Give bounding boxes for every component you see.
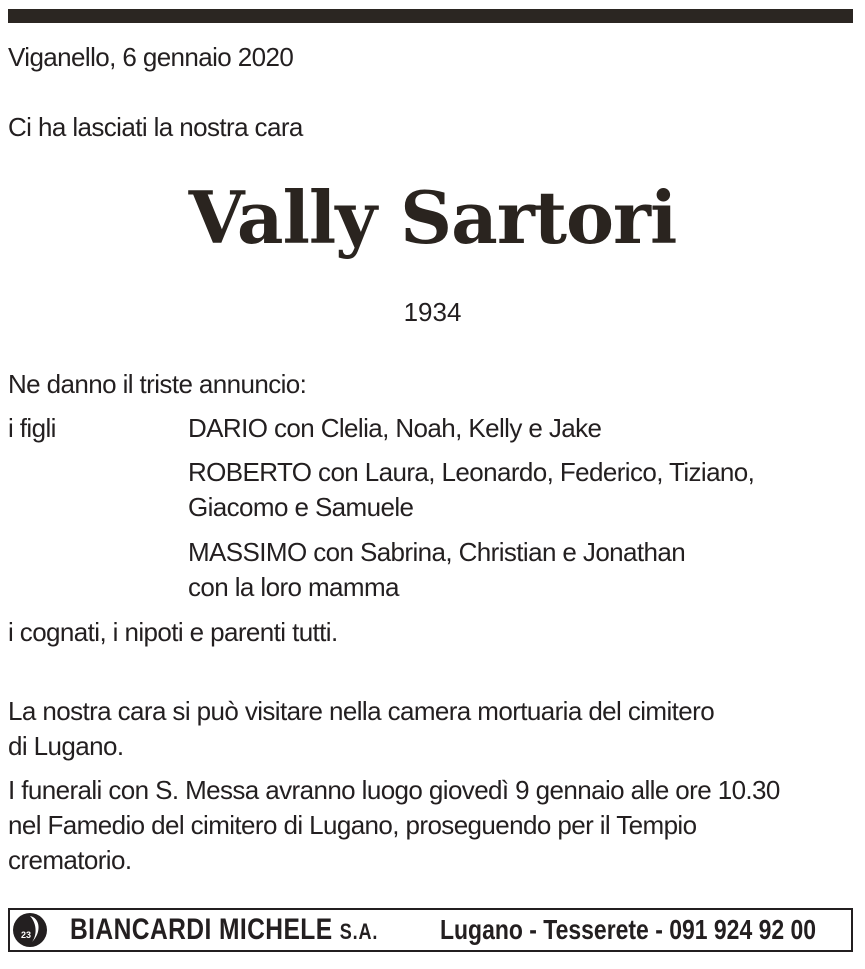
funeral-home-name: [70, 910, 378, 952]
announcement-intro: Ne danno il triste annuncio:: [8, 369, 307, 399]
top-rule: [8, 9, 853, 23]
company-name: BIANCARDI MICHELE: [70, 913, 333, 946]
funeral-home-logo-icon: [12, 912, 48, 948]
other-mourners: i cognati, i nipoti e parenti tutti.: [8, 617, 338, 647]
mourner-line: con la loro mamma: [188, 572, 399, 602]
svg-text:23: 23: [21, 930, 32, 940]
mourner-line: MASSIMO con Sabrina, Christian e Jonathan: [188, 537, 686, 567]
mourner-line: DARIO con Clelia, Noah, Kelly e Jake: [188, 413, 602, 443]
intro-text: Ci ha lasciati la nostra cara: [8, 112, 303, 142]
mourner-line: Giacomo e Samuele: [188, 492, 414, 522]
funeral-info-line3: crematorio.: [8, 845, 132, 875]
place-date: Viganello, 6 gennaio 2020: [8, 42, 294, 72]
deceased-name: Vally Sartori: [188, 175, 677, 260]
funeral-info-line2: nel Famedio del cimitero di Lugano, proseguendo per il Tempio: [8, 810, 697, 840]
mourner-line: ROBERTO con Laura, Leonardo, Federico, Tiziano,: [188, 457, 755, 487]
visit-info-line2: di Lugano.: [8, 731, 124, 761]
children-label: i figli: [8, 413, 56, 443]
birth-year: 1934: [403, 297, 462, 327]
funeral-info-line1: I funerali con S. Messa avranno luogo giovedì 9 gennaio alle ore 10.30: [8, 775, 780, 805]
company-suffix: S.A.: [339, 919, 379, 944]
funeral-home-contact: Lugano - Tesserete - 091 924 92 00: [440, 914, 817, 945]
visit-info-line1: La nostra cara si può visitare nella camera mortuaria del cimitero: [8, 696, 715, 726]
